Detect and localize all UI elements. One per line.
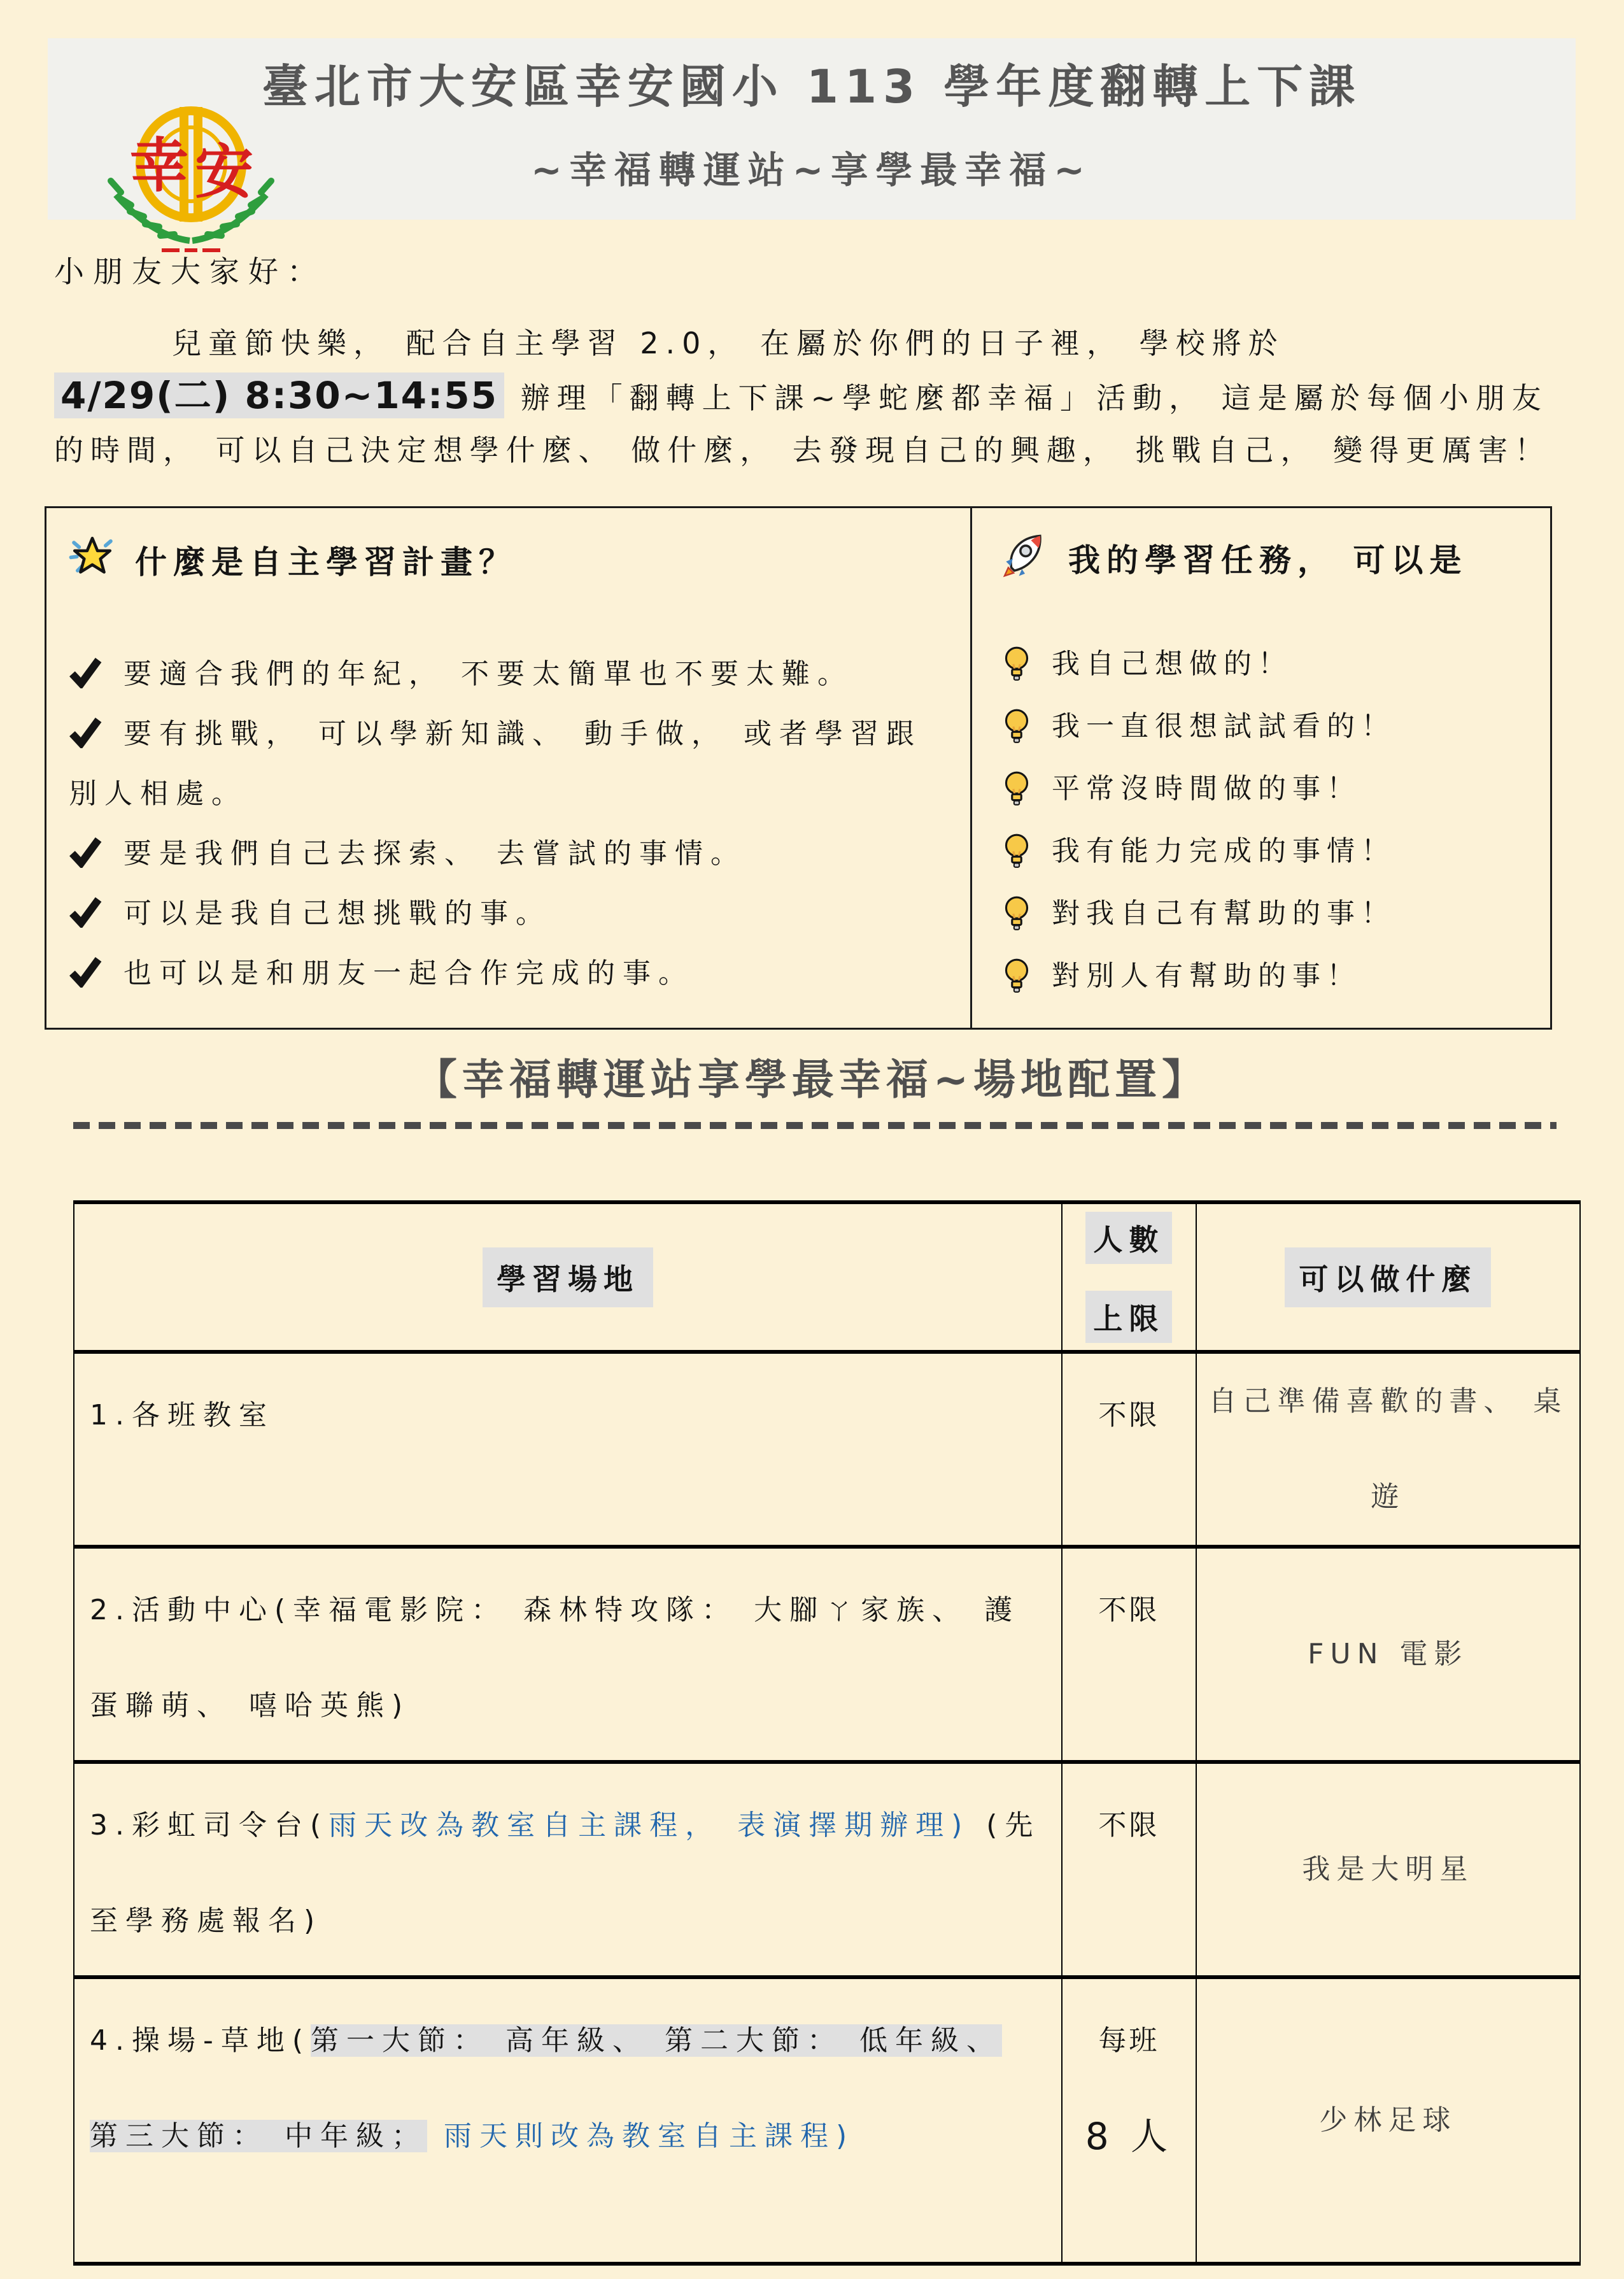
table-row [74, 1762, 1580, 1977]
header-activity: 可以做什麼 [1196, 1202, 1580, 1352]
limit-cell: 不限 [1062, 1547, 1196, 1762]
page-title: 臺北市大安區幸安國小 113 學年度翻轉上下課 [262, 60, 1362, 113]
checkmark-icon [69, 655, 102, 688]
check-list-item: 也可以是和朋友一起合作完成的事。 [69, 944, 951, 1004]
activity-cell: FUN 電影 [1196, 1547, 1580, 1762]
left-column-title [69, 532, 951, 587]
bulb-list-item: 對別人有幫助的事！ [1001, 956, 1534, 996]
right-column-title-label: 我的學習任務， 可以是 [1068, 542, 1468, 579]
section-title: 【幸福轉運站享學最幸福~場地配置】 [414, 1055, 1210, 1104]
logo-char-1: 幸 [130, 132, 189, 200]
limit-cell: 不限 [1062, 1352, 1196, 1547]
lightbulb-icon [1001, 894, 1033, 934]
bulb-list-item: 我自己想做的！ [1001, 644, 1534, 684]
venue-cell: 4.操場-草地(第一大節： 高年級、 第二大節： 低年級、 第三大節： 中年級； 雨天則改為教室自主課程) [74, 1977, 1062, 2264]
info-box-right-column [972, 508, 1550, 1028]
lightbulb-icon [1001, 832, 1033, 871]
rocket-icon [1001, 530, 1049, 586]
table-row [74, 1977, 1580, 2264]
greeting-text: 小朋友大家好： [54, 255, 326, 290]
venue-table [73, 1200, 1581, 2266]
logo-char-2: 安 [195, 138, 254, 206]
check-list-item: 要是我們自己去探索、 去嘗試的事情。 [69, 824, 951, 884]
period-schedule-highlight: 第一大節： 高年級、 第二大節： 低年級、 第三大節： 中年級； [90, 2024, 1002, 2152]
dashed-divider [73, 1122, 1557, 1129]
lightbulb-icon [1001, 769, 1033, 809]
event-datetime-highlight: 4/29(二) 8:30~14:55 [54, 373, 504, 418]
intro-text-pre: 兒童節快樂， 配合自主學習 2.0， 在屬於你們的日子裡， 學校將於 [172, 326, 1285, 360]
document-header [48, 38, 1576, 220]
checkmark-icon [69, 835, 102, 868]
bulb-list-item: 我有能力完成的事情！ [1001, 832, 1534, 871]
glowing-star-icon [69, 532, 116, 587]
activity-cell: 少林足球 [1196, 1977, 1580, 2264]
activity-cell: 我是大明星 [1196, 1762, 1580, 1977]
per-class-limit: 8 人 [1085, 2115, 1173, 2158]
info-box-left-column [46, 508, 972, 1028]
lightbulb-icon [1001, 644, 1033, 684]
page-subtitle: ~幸福轉運站~享學最幸福~ [531, 148, 1092, 192]
bulb-list-item: 對我自己有幫助的事！ [1001, 894, 1534, 934]
lightbulb-icon [1001, 956, 1033, 996]
header-limit: 人數 上限 [1062, 1202, 1196, 1352]
venue-cell: 1.各班教室 [74, 1352, 1062, 1547]
bulb-list-item: 平常沒時間做的事！ [1001, 769, 1534, 809]
limit-cell: 每班 8 人 [1062, 1977, 1196, 2264]
check-list-item: 要有挑戰， 可以學新知識、 動手做， 或者學習跟別人相處。 [69, 704, 951, 824]
left-column-items [69, 644, 951, 1004]
intro-paragraph [54, 317, 1576, 476]
rain-plan-note: 雨天則改為教室自主課程) [427, 2120, 855, 2152]
activity-cell: 自己準備喜歡的書、 桌遊 [1196, 1352, 1580, 1547]
checkmark-icon [69, 715, 102, 748]
header-venue: 學習場地 [74, 1202, 1062, 1352]
checkmark-icon [69, 895, 102, 928]
right-column-items [1001, 644, 1534, 996]
bulb-list-item: 我一直很想試試看的！ [1001, 707, 1534, 746]
intro-text-post: 辦理「翻轉上下課~學蛇麼都幸福」活動， 這是屬於每個小朋友的時間， 可以自己決定想學什麼、 做什麼， 去發現自己的興趣， 挑戰自己， 變得更厲害！ [54, 381, 1551, 467]
limit-cell: 不限 [1062, 1762, 1196, 1977]
lightbulb-icon [1001, 707, 1033, 746]
table-row [74, 1547, 1580, 1762]
info-box [45, 506, 1552, 1030]
check-list-item: 要適合我們的年紀， 不要太簡單也不要太難。 [69, 644, 951, 704]
rain-plan-note: 雨天改為教室自主課程， 表演擇期辦理) [328, 1809, 970, 1842]
venue-cell: 3.彩虹司令台(雨天改為教室自主課程， 表演擇期辦理) (先至學務處報名) [74, 1762, 1062, 1977]
checkmark-icon [69, 955, 102, 988]
table-header-row [74, 1202, 1580, 1352]
table-row [74, 1352, 1580, 1547]
left-column-title-label: 什麼是自主學習計畫？ [135, 544, 517, 581]
venue-cell: 2.活動中心(幸福電影院： 森林特攻隊： 大腳ㄚ家族、 護蛋聯萌、 嘻哈英熊) [74, 1547, 1062, 1762]
right-column-title [1001, 530, 1534, 586]
check-list-item: 可以是我自己想挑戰的事。 [69, 884, 951, 944]
